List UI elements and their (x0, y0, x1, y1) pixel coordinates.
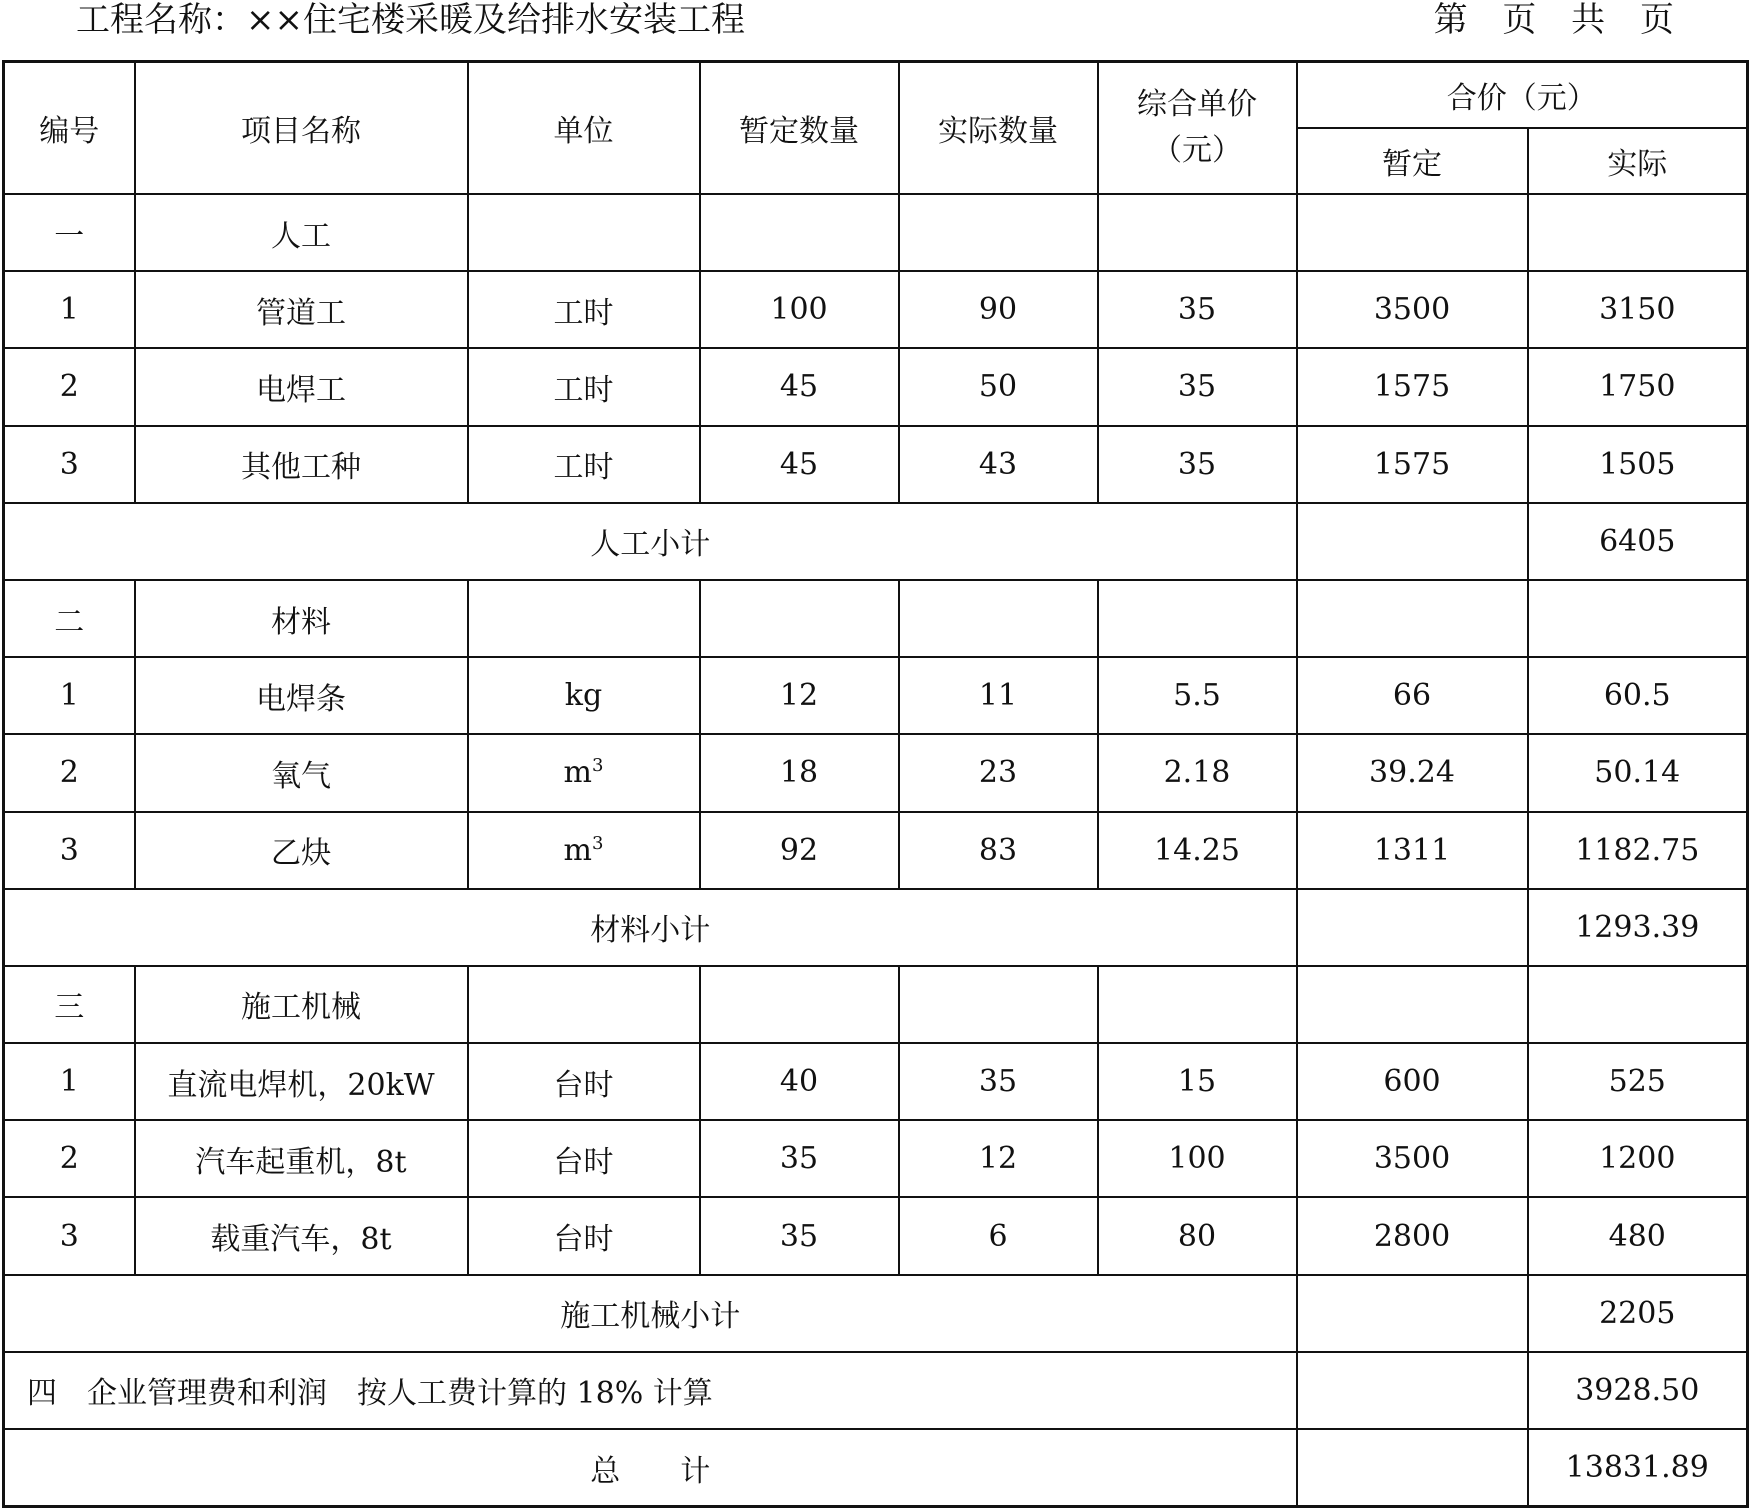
page-info: 第 页 共 页 (1433, 0, 1674, 40)
subtotal-actual: 1293.39 (1528, 889, 1748, 966)
item-unit-price: 80 (1098, 1197, 1297, 1274)
item-total-est: 1575 (1297, 426, 1528, 503)
item-total-est: 1575 (1297, 348, 1528, 425)
item-unit: 工时 (468, 426, 700, 503)
item-unit-price: 35 (1098, 348, 1297, 425)
item-est-qty: 100 (700, 271, 899, 348)
table-row (4, 734, 1748, 811)
item-unit-price: 15 (1098, 1043, 1297, 1120)
item-name: 管道工 (135, 271, 468, 348)
col-header-total-est: 暂定 (1297, 128, 1528, 194)
section-name: 材料 (135, 580, 468, 657)
section-no: 三 (4, 966, 135, 1043)
col-header-unit: 单位 (468, 62, 700, 195)
item-est-qty: 35 (700, 1197, 899, 1274)
item-total-est: 66 (1297, 657, 1528, 734)
item-total-actual: 1750 (1528, 348, 1748, 425)
cost-table (2, 60, 1749, 1508)
item-actual-qty: 83 (899, 812, 1098, 889)
item-name: 其他工种 (135, 426, 468, 503)
col-header-unit-price (1098, 62, 1297, 195)
item-total-est: 3500 (1297, 1120, 1528, 1197)
subtotal-row (4, 1275, 1748, 1352)
col-header-unit-price-line2: （元） (1152, 133, 1242, 168)
item-no: 2 (4, 734, 135, 811)
subtotal-row (4, 889, 1748, 966)
item-unit: 工时 (468, 271, 700, 348)
table-row (4, 1120, 1748, 1197)
item-total-est: 1311 (1297, 812, 1528, 889)
item-unit: 台时 (468, 1197, 700, 1274)
item-total-actual: 50.14 (1528, 734, 1748, 811)
item-actual-qty: 90 (899, 271, 1098, 348)
item-actual-qty: 35 (899, 1043, 1098, 1120)
item-unit-price: 35 (1098, 271, 1297, 348)
item-est-qty: 45 (700, 426, 899, 503)
item-name: 汽车起重机，8t (135, 1120, 468, 1197)
col-header-total-group: 合价（元） (1297, 62, 1748, 129)
subtotal-label: 施工机械小计 (4, 1275, 1297, 1352)
col-header-total-actual: 实际 (1528, 128, 1748, 194)
section-row (4, 580, 1748, 657)
item-total-actual: 525 (1528, 1043, 1748, 1120)
item-total-est: 3500 (1297, 271, 1528, 348)
item-name: 乙炔 (135, 812, 468, 889)
item-actual-qty: 12 (899, 1120, 1098, 1197)
item-actual-qty: 23 (899, 734, 1098, 811)
item-no: 3 (4, 812, 135, 889)
item-total-actual: 1182.75 (1528, 812, 1748, 889)
subtotal-est (1297, 503, 1528, 580)
table-row (4, 426, 1748, 503)
item-unit: 工时 (468, 348, 700, 425)
item-total-est: 2800 (1297, 1197, 1528, 1274)
col-header-actual-qty: 实际数量 (899, 62, 1098, 195)
section-no: 二 (4, 580, 135, 657)
table-row (4, 1043, 1748, 1120)
item-total-actual: 1200 (1528, 1120, 1748, 1197)
item-actual-qty: 50 (899, 348, 1098, 425)
item-total-actual: 3150 (1528, 271, 1748, 348)
grand-total-actual: 13831.89 (1528, 1429, 1748, 1507)
table-row (4, 271, 1748, 348)
item-total-actual: 480 (1528, 1197, 1748, 1274)
col-header-item: 项目名称 (135, 62, 468, 195)
item-total-est: 600 (1297, 1043, 1528, 1120)
overhead-actual: 3928.50 (1528, 1352, 1748, 1429)
section-row (4, 194, 1748, 271)
item-unit-price: 35 (1098, 426, 1297, 503)
table-row (4, 348, 1748, 425)
subtotal-label: 材料小计 (4, 889, 1297, 966)
section-name: 人工 (135, 194, 468, 271)
subtotal-est (1297, 889, 1528, 966)
overhead-row (4, 1352, 1748, 1429)
item-unit-price: 2.18 (1098, 734, 1297, 811)
overhead-est (1297, 1352, 1528, 1429)
item-unit: kg (468, 657, 700, 734)
item-no: 2 (4, 348, 135, 425)
table-row (4, 812, 1748, 889)
grand-total-label: 总 计 (4, 1429, 1297, 1507)
col-header-est-qty: 暂定数量 (700, 62, 899, 195)
item-no: 1 (4, 271, 135, 348)
item-unit-price: 5.5 (1098, 657, 1297, 734)
item-no: 1 (4, 1043, 135, 1120)
item-actual-qty: 6 (899, 1197, 1098, 1274)
grand-total-est (1297, 1429, 1528, 1507)
subtotal-row (4, 503, 1748, 580)
item-actual-qty: 11 (899, 657, 1098, 734)
subtotal-actual: 6405 (1528, 503, 1748, 580)
section-row (4, 966, 1748, 1043)
col-header-no: 编号 (4, 62, 135, 195)
item-unit-price: 100 (1098, 1120, 1297, 1197)
item-name: 氧气 (135, 734, 468, 811)
section-name: 施工机械 (135, 966, 468, 1043)
table-row (4, 657, 1748, 734)
item-unit: 台时 (468, 1043, 700, 1120)
item-name: 电焊条 (135, 657, 468, 734)
item-total-est: 39.24 (1297, 734, 1528, 811)
item-name: 直流电焊机，20kW (135, 1043, 468, 1120)
item-unit: $m^3$ (468, 812, 700, 889)
item-unit: 台时 (468, 1120, 700, 1197)
page-header (0, 0, 1750, 60)
item-total-actual: 60.5 (1528, 657, 1748, 734)
item-unit: $m^3$ (468, 734, 700, 811)
overhead-label: 四 企业管理费和利润 按人工费计算的 18% 计算 (4, 1352, 1297, 1429)
item-est-qty: 18 (700, 734, 899, 811)
subtotal-est (1297, 1275, 1528, 1352)
subtotal-actual: 2205 (1528, 1275, 1748, 1352)
col-header-unit-price-line1: 综合单价 (1137, 87, 1257, 122)
item-est-qty: 40 (700, 1043, 899, 1120)
grand-total-row (4, 1429, 1748, 1507)
item-no: 3 (4, 426, 135, 503)
item-name: 载重汽车，8t (135, 1197, 468, 1274)
item-actual-qty: 43 (899, 426, 1098, 503)
item-no: 3 (4, 1197, 135, 1274)
item-name: 电焊工 (135, 348, 468, 425)
item-est-qty: 35 (700, 1120, 899, 1197)
item-est-qty: 92 (700, 812, 899, 889)
item-unit-price: 14.25 (1098, 812, 1297, 889)
project-name: 工程名称：××住宅楼采暖及给排水安装工程 (76, 0, 745, 40)
item-total-actual: 1505 (1528, 426, 1748, 503)
item-no: 1 (4, 657, 135, 734)
section-no: 一 (4, 194, 135, 271)
item-est-qty: 12 (700, 657, 899, 734)
table-row (4, 1197, 1748, 1274)
subtotal-label: 人工小计 (4, 503, 1297, 580)
item-no: 2 (4, 1120, 135, 1197)
item-est-qty: 45 (700, 348, 899, 425)
